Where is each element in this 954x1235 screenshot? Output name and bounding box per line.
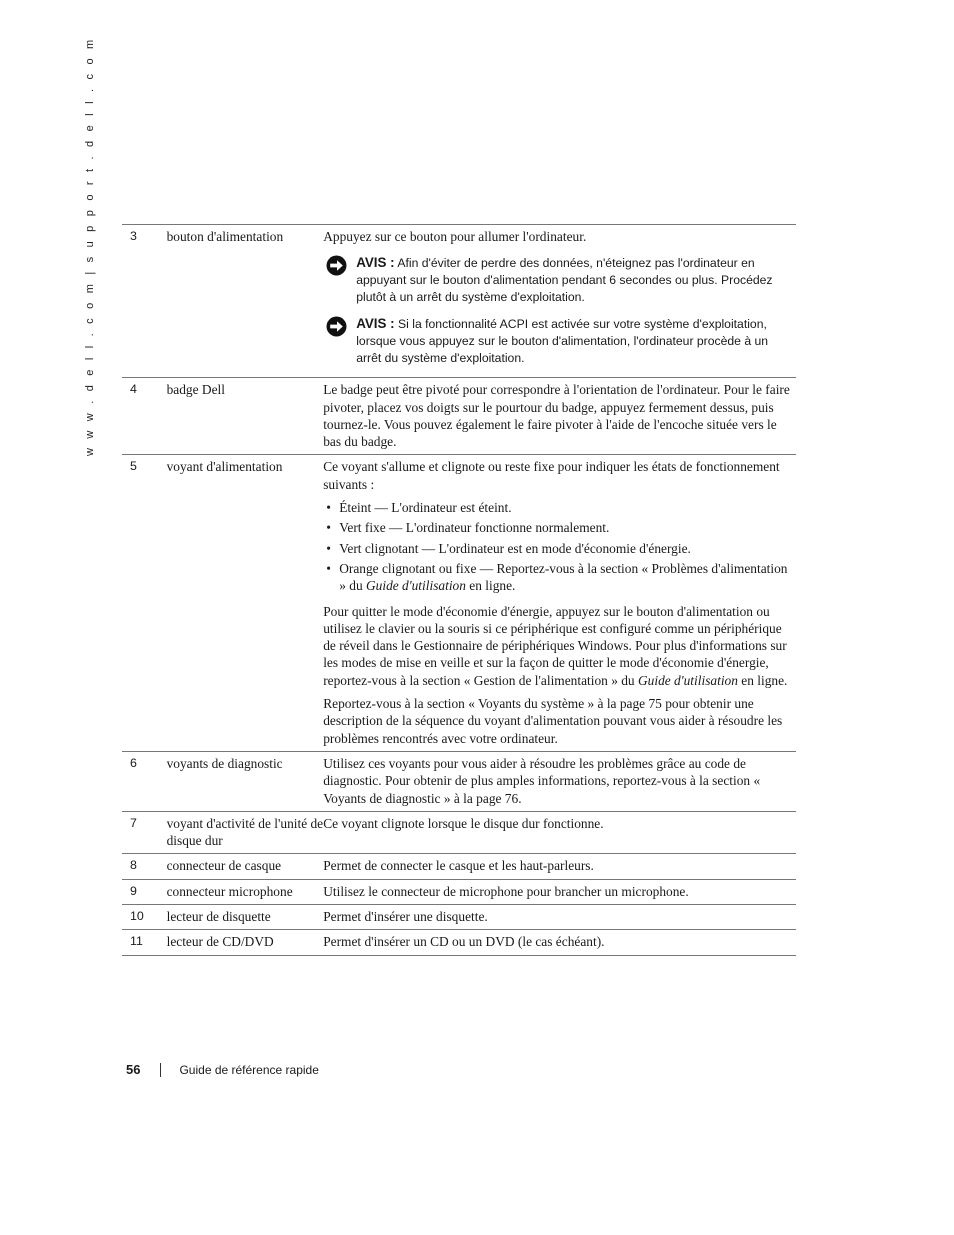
component-description: Utilisez ces voyants pour vous aider à résoudre les problèmes grâce au code de diagnostic. Pour obtenir de plus amples informations, reportez-vous à la section « Voyants de diagnostic » à la page 76.	[323, 755, 761, 806]
component-name: lecteur de CD/DVD	[166, 934, 274, 950]
component-name: voyants de diagnostic	[166, 755, 283, 771]
component-name: connecteur microphone	[166, 883, 293, 899]
component-description: Permet d'insérer une disquette.	[323, 909, 488, 925]
row-number: 9	[130, 883, 137, 898]
component-description: Permet d'insérer un CD ou un DVD (le cas échéant).	[323, 934, 605, 950]
list-item	[323, 560, 796, 595]
list-item-text: Éteint — L'ordinateur est éteint.	[339, 500, 512, 516]
notice-text: Si la fonctionnalité ACPI est activée sur votre système d'exploitation, lorsque vous appuyez sur le bouton d'alimentation, l'ordinateur procède à un arrêt du système d'exploitation.	[356, 317, 769, 366]
paragraph-text: Pour quitter le mode d'économie d'énergie, appuyez sur le bouton d'alimentation ou utilisez le clavier ou la souris si ce périphérique est configuré comme un périphérique de réveil dans le Gestionnaire de périphériques Windows. Pour plus d'informations sur les modes de mise en veille et sur la façon de quitter le mode d'économie d'énergie, reportez-vous à la section « Gestion de l'alimentation » du	[323, 603, 787, 688]
table-row	[122, 930, 796, 955]
bullet-glyph: •	[326, 560, 331, 576]
component-description: Ce voyant clignote lorsque le disque dur fonctionne.	[323, 815, 604, 831]
row-number: 5	[130, 459, 137, 474]
notice-label: AVIS :	[356, 255, 395, 271]
page-footer	[126, 1062, 319, 1077]
list-item-text: Orange clignotant ou fixe — Reportez-vous à la section « Problèmes d'alimentation » du	[339, 560, 788, 594]
row-number: 8	[130, 858, 137, 873]
component-name: badge Dell	[166, 382, 225, 398]
list-item-text: Vert fixe — L'ordinateur fonctionne normalement.	[339, 520, 610, 536]
notice	[323, 254, 796, 306]
description-paragraph	[323, 603, 796, 689]
components-table	[122, 224, 796, 956]
table-row	[122, 378, 796, 455]
row-number: 4	[130, 382, 137, 397]
component-name: bouton d'alimentation	[166, 229, 284, 244]
row-number: 3	[130, 229, 137, 243]
notice-arrow-icon	[326, 316, 347, 337]
list-item-text: en ligne.	[465, 578, 516, 594]
component-name: voyant d'activité de l'unité de disque dur	[166, 815, 324, 849]
component-name: voyant d'alimentation	[166, 459, 283, 475]
component-description	[323, 455, 796, 751]
footer-title: Guide de référence rapide	[179, 1063, 319, 1077]
component-name: lecteur de disquette	[166, 909, 271, 925]
component-description	[323, 225, 796, 378]
paragraph-text: en ligne.	[737, 672, 788, 688]
footer-divider	[160, 1063, 161, 1077]
list-item	[323, 499, 796, 516]
side-url: w w w . d e l l . c o m | s u p p o r t . d e l l . c o m	[84, 36, 96, 456]
state-list	[323, 499, 796, 594]
component-description: Utilisez le connecteur de microphone pour brancher un microphone.	[323, 883, 689, 899]
row-number: 7	[130, 815, 137, 830]
list-item	[323, 540, 796, 557]
notice-label: AVIS :	[356, 316, 395, 332]
row-number: 11	[130, 934, 143, 949]
table-row	[122, 225, 796, 378]
table-row	[122, 455, 796, 751]
guide-reference: Guide d'utilisation	[637, 672, 738, 688]
row-number: 6	[130, 755, 137, 770]
notice	[323, 315, 796, 367]
table-row	[122, 751, 796, 811]
description-intro: Ce voyant s'allume et clignote ou reste fixe pour indiquer les états de fonctionnement suivants :	[323, 459, 780, 492]
bullet-glyph: •	[326, 540, 331, 556]
notice-text: Afin d'éviter de perdre des données, n'éteignez pas l'ordinateur en appuyant sur le bouton d'alimentation pendant 6 secondes ou plus. Procédez plutôt à un arrêt du système d'exploitation.	[356, 256, 773, 305]
component-name: connecteur de casque	[166, 858, 282, 874]
list-item-text: Vert clignotant — L'ordinateur est en mode d'économie d'énergie.	[339, 540, 691, 556]
row-number: 10	[130, 909, 144, 924]
bullet-glyph: •	[326, 520, 331, 536]
description-paragraph: Reportez-vous à la section « Voyants du système » à la page 75 pour obtenir une description de la séquence du voyant d'alimentation pouvant vous aider à résoudre les problèmes rencontrés avec votre ordinateur.	[323, 696, 783, 746]
table-row	[122, 905, 796, 930]
component-description: Permet de connecter le casque et les haut-parleurs.	[323, 858, 594, 874]
list-item	[323, 519, 796, 536]
table-row	[122, 811, 796, 854]
table-row	[122, 854, 796, 879]
notice-arrow-icon	[326, 255, 347, 276]
guide-reference: Guide d'utilisation	[365, 578, 466, 594]
bullet-glyph: •	[326, 500, 331, 516]
component-description: Le badge peut être pivoté pour correspondre à l'orientation de l'ordinateur. Pour le faire pivoter, placez vos doigts sur le pourtour du badge, appuyez fermement dessus, puis tournez-le. Vous pouvez également le faire pivoter à l'aide de l'encoche située vers le bas du badge.	[323, 382, 790, 450]
description-text: Appuyez sur ce bouton pour allumer l'ordinateur.	[323, 229, 587, 244]
table-row	[122, 879, 796, 904]
page-number: 56	[126, 1062, 141, 1077]
